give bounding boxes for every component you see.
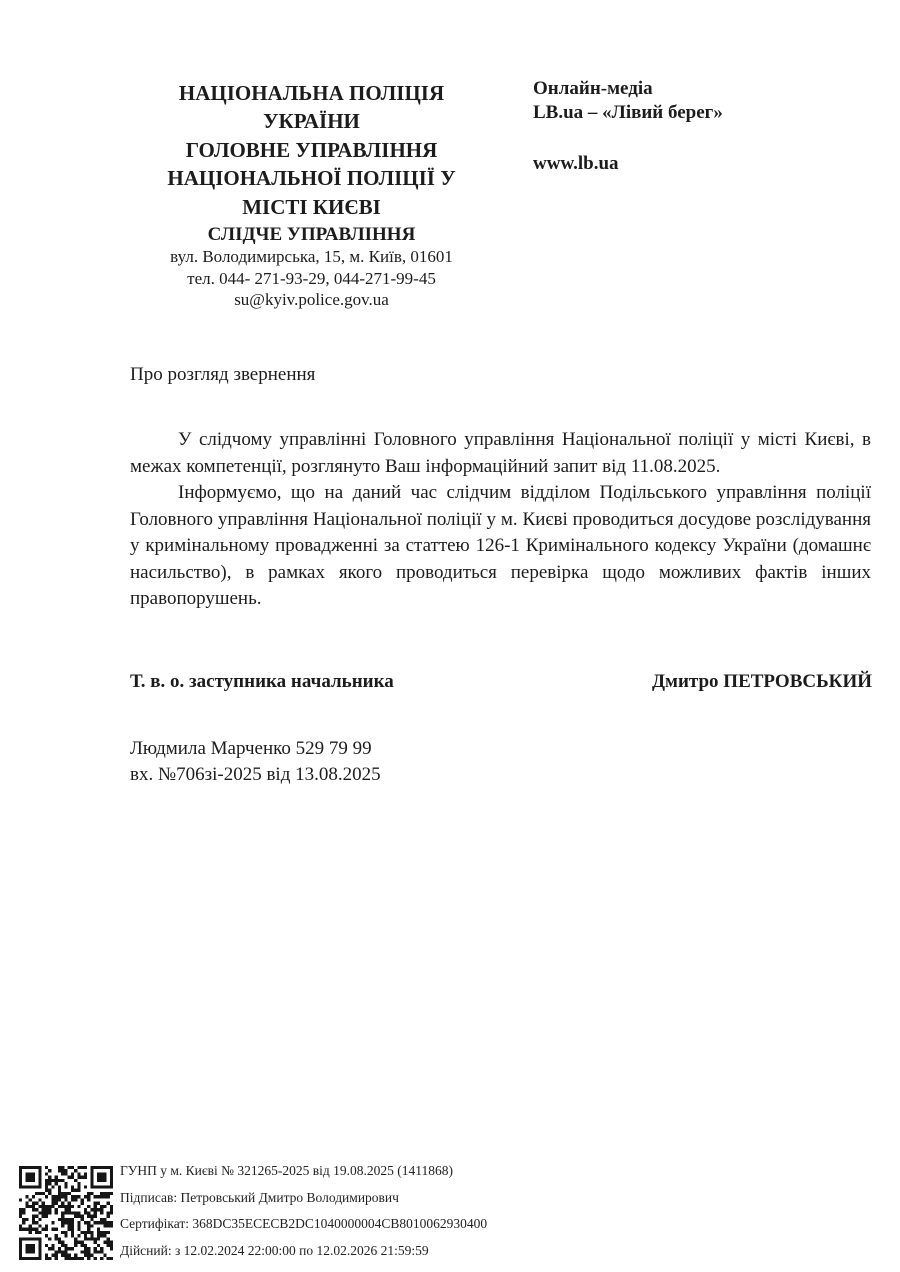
recipient-block	[533, 77, 723, 176]
org-name-line: МІСТІ КИЄВІ	[242, 194, 381, 219]
recipient-name: LB.ua – «Лівий берег»	[533, 101, 723, 123]
stamp-validity-line: Дійсний: з 12.02.2024 22:00:00 по 12.02.2026 21:59:59	[120, 1243, 429, 1259]
qr-code	[19, 1166, 113, 1260]
signature-row	[130, 669, 872, 696]
stamp-certificate-line: Сертифікат: 368DC35ECECB2DC1040000004CB8010062930400	[120, 1216, 488, 1232]
recipient-website: www.lb.ua	[533, 153, 619, 174]
e-signature-stamp	[120, 1158, 487, 1265]
letterhead-organization	[128, 79, 495, 311]
org-name-line: ГОЛОВНЕ УПРАВЛІННЯ	[185, 137, 438, 162]
org-name-line: НАЦІОНАЛЬНА ПОЛІЦІЯ	[178, 81, 445, 105]
stamp-registration-line: ГУНП у м. Києві № 321265-2025 від 19.08.2025 (1411868)	[120, 1163, 454, 1178]
body-paragraph-1: У слідчому управлінні Головного управління Національної поліції у місті Києві, в межах компетенції, розглянуто Ваш інформаційний запит від 11.08.2025.	[130, 429, 871, 477]
qr-code-icon	[19, 1166, 113, 1260]
stamp-signer-line: Підписав: Петровський Дмитро Володимирович	[120, 1189, 399, 1205]
executor-block	[130, 736, 381, 788]
org-phone: тел. 044- 271-93-29, 044-271-99-45	[187, 268, 436, 288]
org-name-line: НАЦІОНАЛЬНОЇ ПОЛІЦІЇ У	[167, 166, 456, 191]
signer-name: Дмитро ПЕТРОВСЬКИЙ	[651, 671, 872, 692]
org-name-line: УКРАЇНИ	[263, 109, 360, 134]
org-address-block	[128, 246, 495, 311]
incoming-registration-number: вх. №706зі-2025 від 13.08.2025	[130, 764, 381, 785]
subject-line: Про розгляд звернення	[130, 364, 316, 385]
signer-position: Т. в. о. заступника начальника	[130, 671, 394, 692]
recipient-type: Онлайн-медіа	[533, 78, 653, 99]
org-street-address: вул. Володимирська, 15, м. Київ, 01601	[170, 247, 453, 267]
body-paragraph-2: Інформуємо, що на даний час слідчим відділом Подільського управління поліції Головного управління Національної поліції у м. Києві проводиться досудове розслідування у кримінальному провадженні за статтею 126-1 Кримінального кодексу України (домашнє насильство), в рамках якого проводиться перевірка щодо можливих фактів інших правопорушень.	[130, 482, 871, 609]
org-email: su@kyiv.police.gov.ua	[234, 290, 389, 310]
letter-body	[130, 427, 871, 613]
department-name: СЛІДЧЕ УПРАВЛІННЯ	[207, 224, 416, 246]
executor-contact: Людмила Марченко 529 79 99	[130, 738, 372, 759]
